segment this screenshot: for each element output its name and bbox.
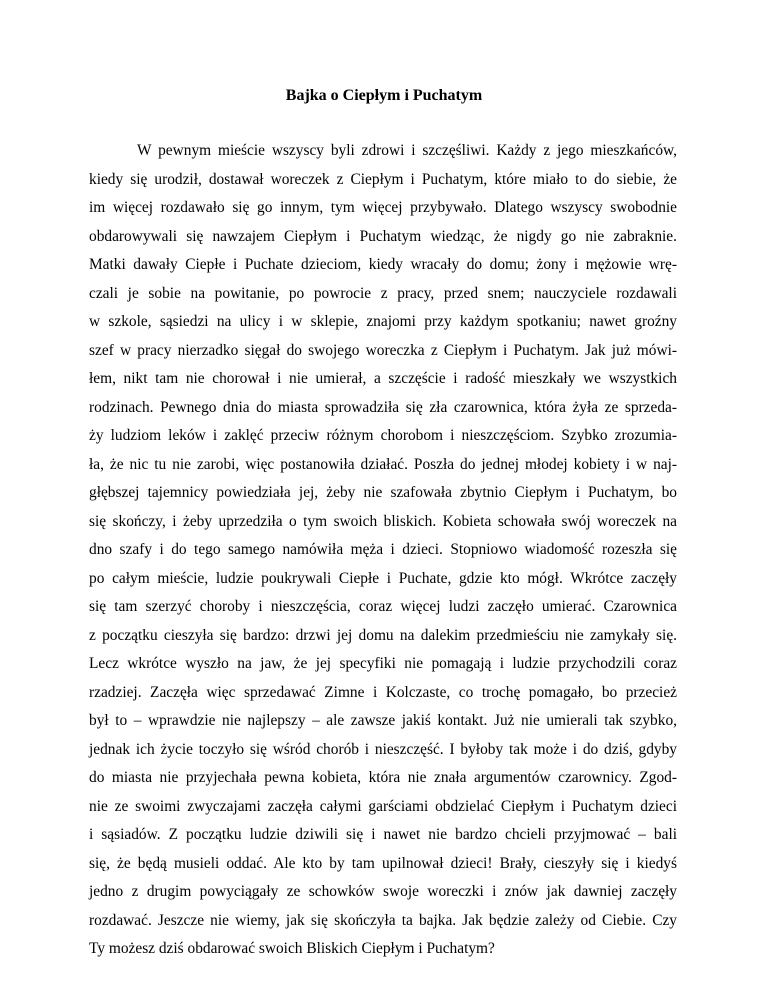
text-line: Ty możesz dziś obdarować swoich Bliskich Ciepłym i Puchatym? — [89, 940, 495, 957]
text-line: w szkole, sąsiedzi na ulicy i w sklepie, znajomi przy każdym spotkaniu; nawet groźny — [89, 313, 677, 330]
text-line: ży ludziom leków i zaklęć przeciw różnym chorobom i nieszczęściom. Szybko zrozumia- — [89, 427, 677, 444]
document-body — [89, 137, 677, 964]
text-line: obdarowywali się nawzajem Ciepłym i Puchatym wiedząc, że nigdy go nie zabraknie. — [89, 227, 677, 245]
text-line: się skończy, i żeby uprzedziła o tym swoich bliskich. Kobieta schowała swój woreczek na — [89, 512, 677, 530]
text-line: szef w pracy nierzadko sięgał do swojego woreczka z Ciepłym i Puchatym. Jak już mówi- — [89, 341, 677, 359]
text-line: był to – wprawdzie nie najlepszy – ale zawsze jakiś kontakt. Już nie umierali tak szybko, — [89, 712, 677, 729]
text-line: się, że będą musieli oddać. Ale kto by tam upilnował dzieci! Brały, cieszyły się i kiedyś — [89, 854, 677, 872]
document-title: Bajka o Ciepłym i Puchatym — [285, 87, 483, 104]
text-line: im więcej rozdawało się go innym, tym więcej przybywało. Dlatego wszyscy swobodnie — [89, 199, 677, 216]
text-line: dno szafy i do tego samego namówiła męża i dzieci. Stopniowo wiadomość rozeszła się — [89, 541, 677, 558]
text-line: po całym mieście, ludzie poukrywali Ciepłe i Puchate, gdzie kto mógł. Wkrótce zaczęły — [89, 569, 677, 587]
text-line: łem, nikt tam nie chorował i nie umierał, a szczęście i radość mieszkały we wszystkich — [89, 370, 677, 387]
text-line: do miasta nie przyjechała pewna kobieta, która nie znała argumentów czarownicy. Zgod- — [89, 769, 677, 786]
text-line: Matki dawały Ciepłe i Puchate dzieciom, kiedy wracały do domu; żony i mężowie wrę- — [89, 256, 677, 273]
text-line: z początku cieszyła się bardzo: drzwi jej domu na dalekim przedmieściu nie zamykały się. — [89, 626, 677, 644]
text-line: się tam szerzyć choroby i nieszczęścia, coraz więcej ludzi zaczęło umierać. Czarownica — [89, 598, 677, 615]
text-line: Lecz wkrótce wyszło na jaw, że jej specyfiki nie pomagają i ludzie przychodzili coraz — [89, 655, 677, 672]
text-line: jednak ich życie toczyło się wśród chorób i nieszczęść. I byłoby tak może i do dziś, gdyby — [89, 740, 677, 758]
text-line: ła, że nic tu nie zarobi, więc postanowiła działać. Poszła do jednej młodej kobiety i w naj- — [89, 455, 677, 473]
text-line: i sąsiadów. Z początku ludzie dziwili się i nawet nie bardzo chcieli przyjmować – bali — [89, 826, 677, 843]
text-line: W pewnym mieście wszyscy byli zdrowi i szczęśliwi. Każdy z jego mieszkańców, — [137, 142, 677, 159]
text-line: głębszej tajemnicy powiedziała jej, żeby nie szafowała zbytnio Ciepłym i Puchatym, bo — [89, 484, 677, 501]
text-line: jedno z drugim powyciągały ze schowków swoje woreczki i znów jak dawniej zaczęły — [89, 883, 677, 900]
text-line: kiedy się urodził, dostawał woreczek z Ciepłym i Puchatym, które miało to do siebie, że — [89, 170, 677, 188]
text-line: rzadziej. Zaczęła więc sprzedawać Zimne i Kolczaste, co trochę pomagało, bo przecież — [89, 683, 677, 701]
text-line: nie ze swoimi zwyczajami zaczęła całymi garściami obdzielać Ciepłym i Puchatym dzieci — [89, 797, 677, 815]
text-line: czali je sobie na powitanie, po powrocie z pracy, przed snem; nauczyciele rozdawali — [89, 284, 677, 302]
text-line: rozdawać. Jeszcze nie wiemy, jak się skończyła ta bajka. Jak będzie zależy od Ciebie. Czy — [89, 911, 677, 929]
text-line: rodzinach. Pewnego dnia do miasta sprowadziła się zła czarownica, która żyła ze sprzeda- — [89, 398, 677, 416]
